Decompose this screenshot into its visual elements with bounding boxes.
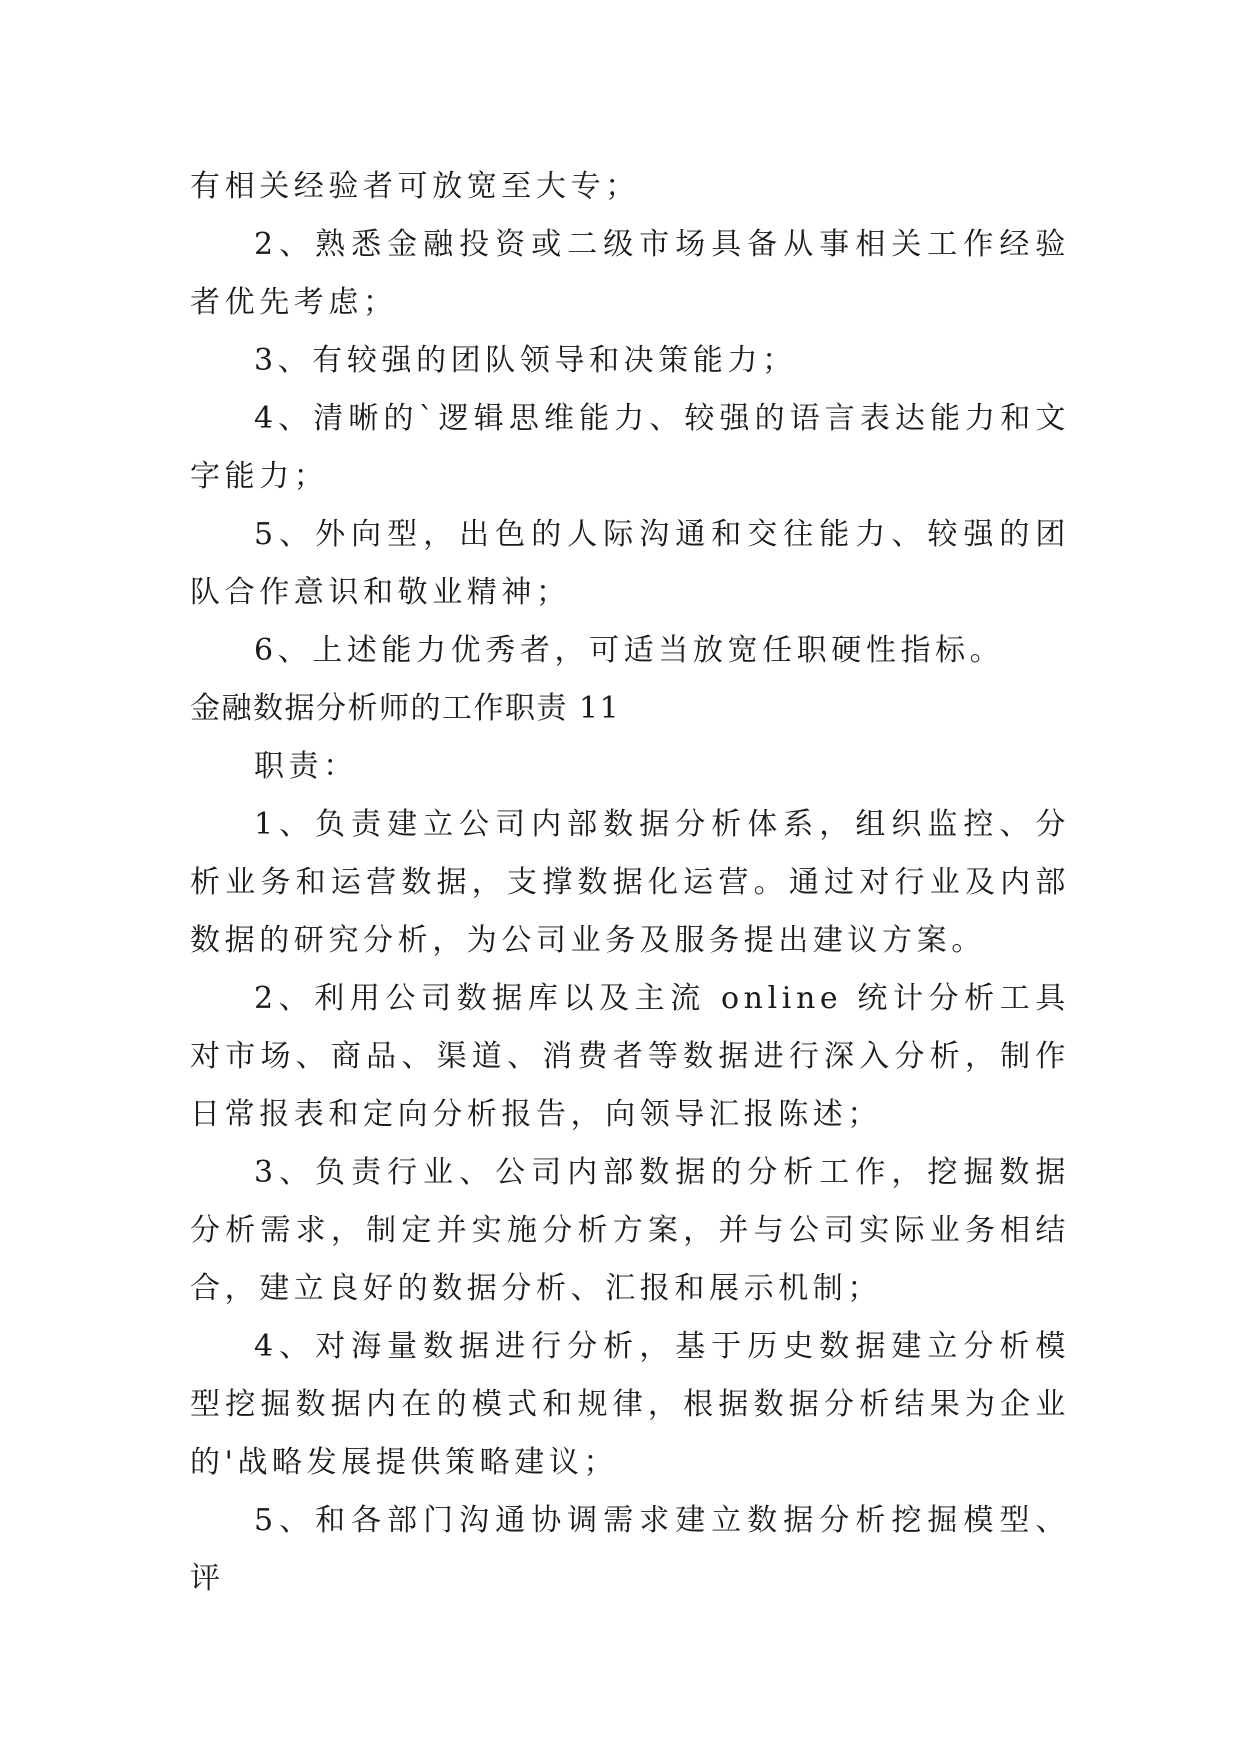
document-body [190, 158, 1070, 1608]
requirement-item-6: 6、上述能力优秀者，可适当放宽任职硬性指标。 [254, 633, 1005, 668]
requirement-item-4: 4、清晰的`逻辑思维能力、较强的语言表达能力和文字能力； [190, 401, 1070, 494]
section-label: 职责： [254, 749, 358, 784]
duty-item-2: 2、利用公司数据库以及主流 online 统计分析工具对市场、商品、渠道、消费者等数据进行深入分析，制作日常报表和定向分析报告，向领导汇报陈述； [190, 981, 1070, 1132]
duty-item-3: 3、负责行业、公司内部数据的分析工作，挖掘数据分析需求，制定并实施分析方案，并与公司实际业务相结合，建立良好的数据分析、汇报和展示机制； [190, 1155, 1070, 1306]
requirement-item-2: 2、熟悉金融投资或二级市场具备从事相关工作经验者优先考虑； [190, 227, 1070, 320]
section-title: 金融数据分析师的工作职责 11 [190, 691, 621, 726]
duty-item-4: 4、对海量数据进行分析，基于历史数据建立分析模型挖掘数据内在的模式和规律，根据数据分析结果为企业的'战略发展提供策略建议； [190, 1329, 1070, 1480]
duty-item-5: 5、和各部门沟通协调需求建立数据分析挖掘模型、评 [190, 1503, 1070, 1596]
duty-item-1: 1、负责建立公司内部数据分析体系，组织监控、分析业务和运营数据，支撑数据化运营。通过对行业及内部数据的研究分析，为公司业务及服务提出建议方案。 [190, 807, 1070, 958]
paragraph-continuation: 有相关经验者可放宽至大专； [190, 169, 640, 204]
requirement-item-3: 3、有较强的团队领导和决策能力； [254, 343, 797, 378]
requirement-item-5: 5、外向型，出色的人际沟通和交往能力、较强的团队合作意识和敬业精神； [190, 517, 1070, 610]
